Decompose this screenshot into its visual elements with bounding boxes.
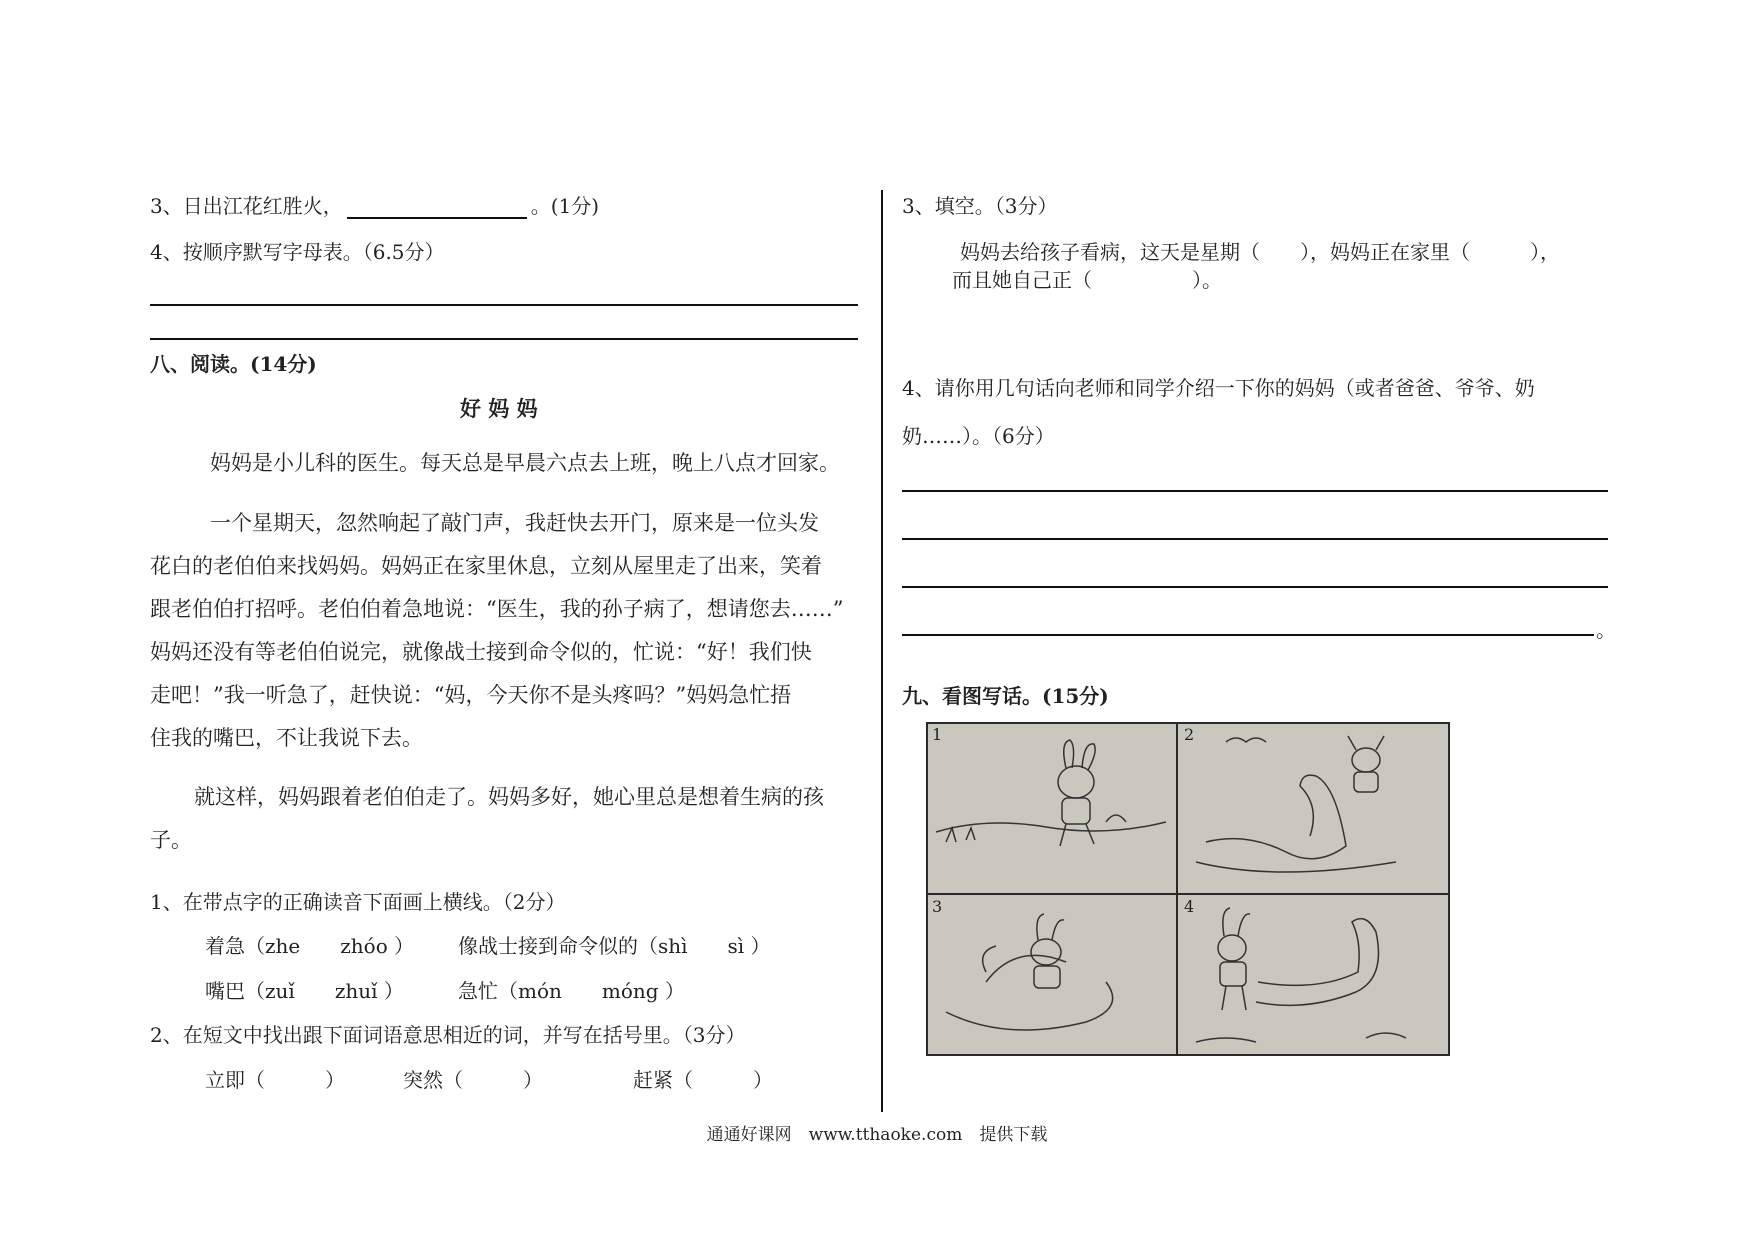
pinyin-choice-1[interactable]: 着急（zhe zhóo ） [205, 934, 415, 958]
footer-credit: 通通好课网 www.tthaoke.com 提供下载 [706, 1125, 1048, 1145]
panel-number-3: 3 [932, 897, 943, 916]
writing-end-mark: 。 [1596, 618, 1616, 642]
synonym-blank-3[interactable]: 赶紧（ ） [633, 1068, 773, 1092]
sub-question-4-line-1: 4、请你用几句话向老师和同学介绍一下你的妈妈（或者爸爸、爷爷、奶 [902, 376, 1535, 400]
comic-strip-picture [926, 722, 1450, 1056]
section-8-title: 八、阅读。(14分) [150, 352, 317, 376]
synonym-blank-2[interactable]: 突然（ ） [403, 1068, 543, 1092]
section-9-title: 九、看图写话。(15分) [902, 684, 1109, 708]
writing-line-3[interactable] [902, 586, 1608, 588]
passage-title: 好 妈 妈 [460, 396, 538, 421]
sub-question-2: 2、在短文中找出跟下面词语意思相近的词，并写在括号里。（3分） [150, 1023, 746, 1047]
passage-line: 跟老伯伯打招呼。老伯伯着急地说：“医生，我的孙子病了，想请您去……” [150, 597, 844, 621]
passage-line: 妈妈还没有等老伯伯说完，就像战士接到命令似的，忙说：“好！我们快 [150, 640, 812, 664]
sub-question-1: 1、在带点字的正确读音下面画上横线。（2分） [150, 890, 566, 914]
question-3-text: 3、日出江花红胜火， [150, 194, 343, 218]
pinyin-choice-3[interactable]: 嘴巴（zuǐ zhuǐ ） [205, 979, 404, 1003]
passage-line: 就这样，妈妈跟着老伯伯走了。妈妈多好，她心里总是想着生病的孩 [194, 785, 824, 809]
writing-line-1[interactable] [902, 490, 1608, 492]
sub-question-4-line-2: 奶……）。（6分） [902, 424, 1055, 448]
fill-blank-line-2[interactable]: 而且她自己正（ ）。 [952, 268, 1222, 292]
passage-paragraph-3 [150, 776, 870, 862]
passage-paragraph-1 [150, 442, 870, 485]
answer-blank[interactable] [347, 197, 527, 219]
panel-number-2: 2 [1184, 725, 1195, 744]
passage-line: 一个星期天，忽然响起了敲门声，我赶快去开门，原来是一位头发 [210, 511, 819, 535]
passage-line: 花白的老伯伯来找妈妈。妈妈正在家里休息，立刻从屋里走了出来，笑着 [150, 554, 822, 578]
question-3-score: 。(1分) [530, 194, 600, 218]
writing-line-4[interactable] [902, 634, 1594, 636]
question-4: 4、按顺序默写字母表。（6.5分） [150, 240, 445, 264]
pinyin-choice-4[interactable]: 急忙（món móng ） [458, 979, 685, 1003]
passage-paragraph-2 [150, 502, 870, 760]
sub-question-3: 3、填空。（3分） [902, 194, 1058, 218]
fill-blank-line-1[interactable]: 妈妈去给孩子看病，这天是星期（ ），妈妈正在家里（ ）， [960, 240, 1560, 264]
pinyin-choice-2[interactable]: 像战士接到命令似的（shì sì ） [458, 934, 771, 958]
passage-line: 住我的嘴巴，不让我说下去。 [150, 726, 423, 750]
passage-line: 妈妈是小儿科的医生。每天总是早晨六点去上班，晚上八点才回家。 [210, 451, 840, 475]
passage-line: 走吧！”我一听急了，赶快说：“妈，今天你不是头疼吗？”妈妈急忙捂 [150, 683, 792, 707]
column-divider [881, 190, 883, 1112]
alphabet-writing-line-1[interactable] [150, 304, 858, 306]
panel-number-4: 4 [1184, 897, 1195, 916]
synonym-blank-1[interactable]: 立即（ ） [205, 1068, 345, 1092]
panel-number-1: 1 [932, 725, 943, 744]
question-3 [150, 190, 599, 219]
alphabet-writing-line-2[interactable] [150, 338, 858, 340]
writing-line-2[interactable] [902, 538, 1608, 540]
passage-line: 子。 [150, 828, 192, 852]
